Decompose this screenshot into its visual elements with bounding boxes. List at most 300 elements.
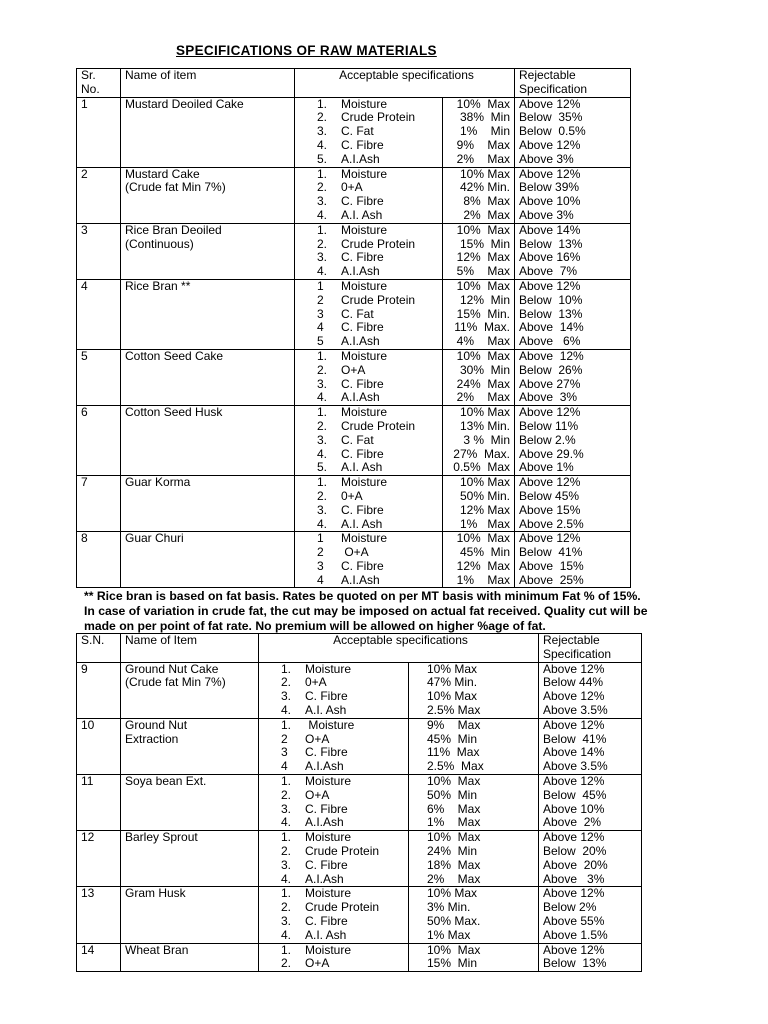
parameter-label: C. Fibre xyxy=(305,801,348,816)
acceptable-value: 10% Max xyxy=(427,689,478,704)
rejectable-value-cell xyxy=(539,943,642,972)
rejectable-value-cell xyxy=(515,279,631,349)
parameter-label: A.I. Ash xyxy=(305,702,347,717)
rejectable-value: Above 2% xyxy=(543,815,602,830)
parameter-label: C. Fat xyxy=(341,306,374,321)
acceptable-value-cell xyxy=(409,831,539,887)
rejectable-value: Below 45% xyxy=(519,488,580,503)
parameter-item xyxy=(317,195,442,209)
acceptable-value: 27% Max. xyxy=(453,446,510,461)
serial-number-cell: 7 xyxy=(77,476,121,532)
parameter-item xyxy=(281,719,408,733)
parameter-number: 2 xyxy=(317,545,324,560)
acceptable-value: 24% Min xyxy=(427,843,478,858)
rice-bran-note xyxy=(84,589,704,633)
rejectable-value: Below 11% xyxy=(519,418,579,433)
rejectable-value: Above 3.5% xyxy=(543,702,608,717)
serial-number-cell: 8 xyxy=(77,532,121,588)
rejectable-value: Above 25% xyxy=(519,572,584,587)
parameter-label: C. Fibre xyxy=(305,857,348,872)
acceptable-value: 12% Max xyxy=(459,502,510,517)
parameter-number: 1. xyxy=(281,774,292,788)
parameter-number: 4 xyxy=(281,759,288,774)
rejectable-value-cell xyxy=(539,831,642,887)
parameter-label: A.I.Ash xyxy=(341,264,380,279)
acceptable-value-cell xyxy=(443,167,515,223)
parameter-label: Crude Protein xyxy=(305,900,380,915)
parameter-item xyxy=(317,546,442,560)
acceptable-value: 0.5% Max xyxy=(453,460,510,475)
rejectable-value-cell xyxy=(539,662,642,718)
rejectable-value: Above 10% xyxy=(519,194,581,209)
acceptable-value-cell xyxy=(409,718,539,774)
rejectable-value: Above 14% xyxy=(543,745,605,760)
parameter-number: 4. xyxy=(281,927,292,942)
parameter-item xyxy=(317,280,442,294)
parameter-item xyxy=(317,391,442,405)
parameter-item xyxy=(317,476,442,490)
item-name-line: (Continuous) xyxy=(125,236,194,251)
item-name-cell xyxy=(121,887,259,943)
parameter-number: 4. xyxy=(317,446,328,461)
rejectable-value: Above 12% xyxy=(519,405,581,420)
parameter-number: 2. xyxy=(317,110,328,125)
parameter-label: Moisture xyxy=(341,97,388,111)
parameter-number: 1. xyxy=(281,718,292,732)
acceptable-value: 38% Min xyxy=(459,110,510,125)
parameter-label: Crude Protein xyxy=(305,843,380,858)
parameter-number: 1 xyxy=(317,279,324,293)
parameter-number: 1. xyxy=(281,830,292,845)
parameter-label: Moisture xyxy=(341,475,388,490)
table-row xyxy=(77,223,631,279)
acceptable-value: 9% Max xyxy=(427,718,481,732)
acceptable-value: 15% Min xyxy=(459,236,510,251)
parameter-label: A.I.Ash xyxy=(305,815,344,830)
rejectable-value: Above 12% xyxy=(519,279,581,293)
parameter-item xyxy=(317,490,442,504)
parameter-item xyxy=(317,308,442,322)
acceptable-value: 10% Max xyxy=(456,349,510,363)
parameter-label: C. Fibre xyxy=(341,320,384,335)
parameter-list-cell xyxy=(295,532,443,588)
serial-number-cell: 14 xyxy=(77,943,121,972)
parameter-label: A.I. Ash xyxy=(341,516,383,531)
acceptable-value: 2% Max xyxy=(456,390,510,405)
parameter-number: 3. xyxy=(317,432,328,447)
rejectable-value: Above 20% xyxy=(543,857,608,872)
parameter-item xyxy=(281,663,408,677)
parameter-item xyxy=(317,504,442,518)
parameter-label: C. Fibre xyxy=(341,194,384,209)
parameter-list-cell xyxy=(295,406,443,476)
rejectable-value: Above 7% xyxy=(519,264,578,279)
parameter-number: 3. xyxy=(281,913,292,928)
rejectable-value: Above 12% xyxy=(543,689,605,704)
acceptable-value: 5% Max xyxy=(456,264,510,279)
rejectable-value: Below 20% xyxy=(543,843,607,858)
item-name-line: Guar Korma xyxy=(125,475,191,490)
parameter-label: O+A xyxy=(305,787,330,802)
parameter-number: 2. xyxy=(317,418,328,433)
document-title: SPECIFICATIONS OF RAW MATERIALS xyxy=(176,43,437,58)
rejectable-value-cell xyxy=(539,887,642,943)
serial-number-cell: 11 xyxy=(77,774,121,830)
item-name-line: Rice Bran ** xyxy=(125,279,191,293)
parameter-label: C. Fat xyxy=(341,432,374,447)
parameter-number: 3. xyxy=(317,124,328,139)
acceptable-value-cell xyxy=(409,662,539,718)
rejectable-value-cell xyxy=(515,406,631,476)
item-name-cell xyxy=(121,774,259,830)
rejectable-value: Above 3% xyxy=(519,151,574,166)
acceptable-value: 50% Min. xyxy=(459,488,510,503)
rejectable-value: Below 41% xyxy=(543,731,607,746)
parameter-number: 5. xyxy=(317,151,328,166)
parameter-item xyxy=(317,350,442,364)
parameter-item xyxy=(317,111,442,125)
parameter-label: Crude Protein xyxy=(341,292,416,307)
item-name-line: Ground Nut xyxy=(125,718,188,732)
acceptable-value: 10% Max xyxy=(456,223,510,237)
acceptable-value: 6% Max xyxy=(427,801,481,816)
parameter-label: A.I. Ash xyxy=(341,207,383,222)
parameter-item xyxy=(317,321,442,335)
parameter-label: O+A xyxy=(341,545,369,560)
parameter-item xyxy=(281,887,408,901)
acceptable-value: 47% Min. xyxy=(427,675,478,690)
acceptable-value-cell xyxy=(443,97,515,167)
acceptable-value-cell xyxy=(443,532,515,588)
item-name-line: Mustard Deoiled Cake xyxy=(125,97,244,111)
parameter-number: 1. xyxy=(317,97,328,111)
parameter-item xyxy=(281,859,408,873)
acceptable-value: 1% Max xyxy=(427,815,481,830)
rejectable-value: Below 13% xyxy=(519,236,583,251)
parameter-list-cell xyxy=(259,943,409,972)
parameter-item xyxy=(281,803,408,817)
parameter-label: A.I.Ash xyxy=(341,151,380,166)
parameter-number: 5. xyxy=(317,460,328,475)
parameter-number: 3 xyxy=(317,306,324,321)
item-name-cell xyxy=(121,223,295,279)
rejectable-value: Above 3% xyxy=(543,871,605,886)
parameter-list-cell xyxy=(259,831,409,887)
acceptable-value-cell xyxy=(443,349,515,405)
table-row xyxy=(77,476,631,532)
parameter-item xyxy=(281,789,408,803)
rejectable-value: Above 3.5% xyxy=(543,759,608,774)
item-name-cell xyxy=(121,943,259,972)
parameter-number: 3. xyxy=(317,376,328,391)
parameter-label: C. Fibre xyxy=(305,689,348,704)
parameter-item xyxy=(281,957,408,971)
parameter-item xyxy=(317,238,442,252)
parameter-list-cell xyxy=(259,887,409,943)
acceptable-value: 12% Max xyxy=(456,250,510,265)
serial-number-cell: 6 xyxy=(77,406,121,476)
rejectable-value: Above 12% xyxy=(543,774,605,788)
parameter-label: A.I.Ash xyxy=(341,390,380,405)
parameter-number: 1 xyxy=(317,531,324,546)
parameter-item xyxy=(281,915,408,929)
parameter-label: C. Fibre xyxy=(341,558,384,573)
parameter-item xyxy=(281,831,408,845)
parameter-number: 4. xyxy=(317,137,328,152)
table-row xyxy=(77,167,631,223)
acceptable-value: 10% Max xyxy=(427,662,478,676)
header-name-of-item: Name of item xyxy=(121,69,295,98)
parameter-label: C. Fat xyxy=(341,124,374,139)
rejectable-value: Above 12% xyxy=(519,349,584,363)
table-row xyxy=(77,662,642,718)
acceptable-value: 24% Max xyxy=(456,376,510,391)
parameter-item xyxy=(317,153,442,167)
parameter-list-cell xyxy=(259,774,409,830)
item-name-line: Extraction xyxy=(125,731,179,746)
parameter-label: Moisture xyxy=(341,531,388,546)
acceptable-value: 3 % Min xyxy=(463,432,510,447)
parameter-number: 3. xyxy=(317,194,328,209)
parameter-number: 2. xyxy=(281,675,292,690)
rejectable-value: Below 10% xyxy=(519,292,583,307)
acceptable-value: 1% Max xyxy=(459,516,510,531)
parameter-number: 1. xyxy=(317,223,328,237)
parameter-item xyxy=(281,845,408,859)
table-header-row xyxy=(77,634,642,663)
header-rejectable-specification: Rejectable Specification xyxy=(539,634,642,663)
header-sn: S.N. xyxy=(77,634,121,663)
parameter-list-cell xyxy=(295,223,443,279)
parameter-item xyxy=(281,901,408,915)
parameter-list-cell xyxy=(259,662,409,718)
serial-number-cell: 5 xyxy=(77,349,121,405)
acceptable-value: 8% Max xyxy=(463,194,510,209)
table-row xyxy=(77,532,631,588)
item-name-cell xyxy=(121,718,259,774)
parameter-item xyxy=(317,251,442,265)
parameter-list-cell xyxy=(295,279,443,349)
rejectable-value: Above 27% xyxy=(519,376,581,391)
parameter-label: Moisture xyxy=(305,662,352,676)
acceptable-value: 4% Max xyxy=(456,334,510,349)
rejectable-value: Below 41% xyxy=(519,545,583,560)
rejectable-value-cell xyxy=(515,532,631,588)
rejectable-value-cell xyxy=(515,476,631,532)
parameter-label: Moisture xyxy=(305,886,352,901)
parameter-number: 2. xyxy=(317,180,328,195)
parameter-number: 2 xyxy=(317,292,324,307)
parameter-number: 2. xyxy=(317,236,328,251)
acceptable-value: 10% Max xyxy=(456,97,510,111)
rejectable-value: Above 29.% xyxy=(519,446,584,461)
parameter-item xyxy=(317,364,442,378)
table-row xyxy=(77,831,642,887)
acceptable-value: 30% Min xyxy=(459,362,510,377)
item-name-line: Cotton Seed Husk xyxy=(125,405,223,420)
rejectable-value-cell xyxy=(515,349,631,405)
rejectable-value: Above 2.5% xyxy=(519,516,584,531)
parameter-item xyxy=(281,690,408,704)
parameter-number: 3. xyxy=(317,250,328,265)
parameter-item xyxy=(317,168,442,182)
parameter-label: Moisture xyxy=(341,223,388,237)
rejectable-value: Above 12% xyxy=(519,475,581,490)
item-name-line: Wheat Bran xyxy=(125,943,189,957)
item-name-line: (Crude fat Min 7%) xyxy=(125,675,226,690)
parameter-label: O+A xyxy=(305,956,330,971)
parameter-item xyxy=(317,224,442,238)
item-name-cell xyxy=(121,476,295,532)
acceptable-value: 18% Max xyxy=(427,857,481,872)
parameter-label: Moisture xyxy=(305,830,352,845)
rejectable-value-cell xyxy=(515,97,631,167)
acceptable-value: 11% Max. xyxy=(454,320,510,335)
note-line: ** Rice bran is based on fat basis. Rates be quoted on per MT basis with minimum Fat % of 15%. xyxy=(84,589,641,603)
item-name-line: Soya bean Ext. xyxy=(125,774,207,788)
rejectable-value: Above 3% xyxy=(519,207,574,222)
item-name-cell xyxy=(121,349,295,405)
acceptable-value: 10% Max xyxy=(456,279,510,293)
rejectable-value: Below 13% xyxy=(543,956,607,971)
parameter-label: A.I.Ash xyxy=(305,759,344,774)
rejectable-value-cell xyxy=(515,167,631,223)
parameter-number: 4. xyxy=(317,207,328,222)
parameter-number: 3. xyxy=(281,801,292,816)
parameter-item xyxy=(317,448,442,462)
note-line: In case of variation in crude fat, the cut may be imposed on actual fat received. Quality cut will be xyxy=(84,603,648,618)
parameter-item xyxy=(281,676,408,690)
parameter-label: C. Fibre xyxy=(341,250,384,265)
parameter-number: 4 xyxy=(317,572,324,587)
parameter-number: 1. xyxy=(281,886,292,901)
parameter-number: 2. xyxy=(281,843,292,858)
rejectable-value: Below 2% xyxy=(543,900,597,915)
parameter-label: C. Fibre xyxy=(341,376,384,391)
acceptable-value: 45% Min xyxy=(427,731,478,746)
parameter-label: 0+A xyxy=(341,488,363,503)
parameter-label: C. Fibre xyxy=(341,446,384,461)
parameter-label: A.I. Ash xyxy=(305,927,347,942)
parameter-number: 4. xyxy=(281,871,292,886)
acceptable-value: 50% Min xyxy=(427,787,478,802)
acceptable-value: 2% Max xyxy=(427,871,481,886)
parameter-number: 1. xyxy=(317,405,328,420)
acceptable-value: 50% Max. xyxy=(427,913,481,928)
item-name-line: (Crude fat Min 7%) xyxy=(125,180,226,195)
rejectable-value: Above 12% xyxy=(543,662,605,676)
acceptable-value: 11% Max xyxy=(427,745,480,760)
parameter-number: 3. xyxy=(281,689,292,704)
parameter-number: 3. xyxy=(281,857,292,872)
parameter-item xyxy=(281,929,408,943)
acceptable-value-cell xyxy=(443,406,515,476)
acceptable-value: 13% Min. xyxy=(459,418,510,433)
acceptable-value: 10% Max xyxy=(427,943,481,957)
table-row xyxy=(77,406,631,476)
parameter-label: C. Fibre xyxy=(341,137,384,152)
note-line: made on per point of fat rate. No premium will be allowed on higher %age of fat. xyxy=(84,618,546,633)
acceptable-value: 9% Max xyxy=(456,137,510,152)
parameter-item xyxy=(281,816,408,830)
parameter-label: A.I.Ash xyxy=(341,334,380,349)
table-row xyxy=(77,279,631,349)
table-row xyxy=(77,774,642,830)
table-row xyxy=(77,943,642,972)
parameter-number: 2. xyxy=(317,488,328,503)
parameter-label: 0+A xyxy=(305,675,327,690)
rejectable-value: Above 14% xyxy=(519,223,581,237)
acceptable-value: 45% Min xyxy=(459,545,510,560)
item-name-line: Guar Churi xyxy=(125,531,184,546)
parameter-number: 4. xyxy=(317,516,328,531)
item-name-line: Mustard Cake xyxy=(125,167,200,181)
parameter-label: Moisture xyxy=(341,405,388,420)
parameter-label: O+A xyxy=(305,731,330,746)
acceptable-value: 2% Max xyxy=(463,207,510,222)
parameter-list-cell xyxy=(295,167,443,223)
parameter-item xyxy=(317,406,442,420)
parameter-label: A.I. Ash xyxy=(341,460,383,475)
parameter-label: O+A xyxy=(341,362,366,377)
parameter-item xyxy=(317,560,442,574)
rejectable-value-cell xyxy=(539,718,642,774)
serial-number-cell: 12 xyxy=(77,831,121,887)
acceptable-value: 2.5% Max xyxy=(427,702,481,717)
rejectable-value: Above 3% xyxy=(519,390,578,405)
parameter-number: 4 xyxy=(317,320,324,335)
parameter-item xyxy=(317,294,442,308)
rejectable-value: Below 26% xyxy=(519,362,583,377)
item-name-line: Cotton Seed Cake xyxy=(125,349,224,363)
rejectable-value: Below 2.% xyxy=(519,432,576,447)
parameter-item xyxy=(317,181,442,195)
item-name-cell xyxy=(121,831,259,887)
parameter-item xyxy=(317,125,442,139)
header-acceptable-specifications: Acceptable specifications xyxy=(259,634,539,663)
parameter-number: 1. xyxy=(317,475,328,490)
parameter-label: Moisture xyxy=(305,943,352,957)
serial-number-cell: 3 xyxy=(77,223,121,279)
parameter-item xyxy=(317,265,442,279)
item-name-cell xyxy=(121,406,295,476)
parameter-item xyxy=(281,760,408,774)
serial-number-cell: 4 xyxy=(77,279,121,349)
header-name-of-item: Name of Item xyxy=(121,634,259,663)
parameter-item xyxy=(281,944,408,958)
parameter-label: Crude Protein xyxy=(341,236,416,251)
rejectable-value: Above 1.5% xyxy=(543,927,608,942)
parameter-number: 4. xyxy=(281,702,292,717)
table-row xyxy=(77,887,642,943)
rejectable-value-cell xyxy=(515,223,631,279)
parameter-item xyxy=(317,209,442,223)
table-row xyxy=(77,97,631,167)
item-name-cell xyxy=(121,662,259,718)
parameter-number: 4. xyxy=(317,264,328,279)
parameter-label: Crude Protein xyxy=(341,418,416,433)
rejectable-value: Above 1% xyxy=(519,460,574,475)
parameter-label: Moisture xyxy=(305,718,355,732)
parameter-label: Moisture xyxy=(305,774,352,788)
acceptable-value-cell xyxy=(409,887,539,943)
item-name-cell xyxy=(121,279,295,349)
acceptable-value: 42% Min. xyxy=(459,180,510,195)
acceptable-value: 10% Max xyxy=(427,774,481,788)
acceptable-value: 1% Min xyxy=(459,124,510,139)
acceptable-value: 10% Max xyxy=(459,167,510,181)
rejectable-value: Below 0.5% xyxy=(519,124,586,139)
